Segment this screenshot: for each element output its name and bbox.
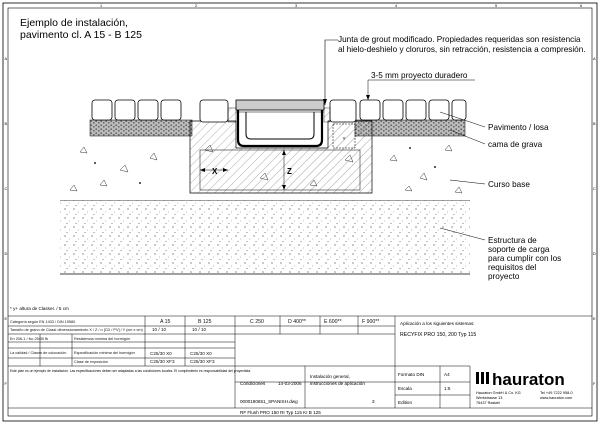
value-a15-exposure: C25/30 XF3 [150,359,175,364]
value-b125-dimension: 10 / 10 [192,327,207,332]
channel-inner [246,112,314,139]
value-b125-concrete: C25/30 X0 [190,351,212,356]
callout-paving: Pavimento / losa [488,123,549,132]
hauraton-logo [476,370,573,405]
grid-letter-c: C [4,187,8,191]
footnote: * y+ altura de ClasseI. / 5 cm [10,306,69,311]
callout-base: Curso base [488,180,530,189]
class-d400: D 400** [288,319,306,325]
doc-number: 0000190651_SPANISH.dwg [240,399,298,404]
value-a15-concrete: C25/30 X0 [150,351,172,356]
grid-letter-a-right: A [593,57,596,61]
callout-support-line5: proyecto [488,272,520,281]
logo-mark-icon [476,372,489,384]
grid-number-3: 3 [295,4,298,8]
callout-support-line2: soporte de carga [488,245,550,254]
concrete-haunch [190,121,372,193]
callout-support-line3: para cumplir con los [488,254,562,263]
grid-number-1: 1 [100,4,103,8]
support-structure [60,200,470,274]
conditions-label: Condiciones [240,381,266,386]
disclaimer: Este plan es un ejemplo de instalación. Las especificaciones deben ser adaptadas a las condiciones locales. El cumplimiento es responsabilidad del proyectista. [10,369,252,373]
grid-letter-b: B [4,122,8,126]
grid-letter-f-right: F [593,382,596,386]
grid-number-5: 5 [495,4,498,8]
applies-value: RECYFIX PRO 150, 200 Typ 115 [400,332,477,338]
channel-grate [236,100,324,110]
grid-letter-a: A [4,57,8,61]
format-value: A4 [444,372,450,377]
description-line1: Instalación general, [310,374,350,379]
drainage-channel [236,100,324,146]
gravel-bed-left [90,120,192,136]
row-category-label: Categoría según EN 1433 / DIN 19580 [10,320,76,324]
dimension-x-label: X [212,167,218,176]
description-line2: instrucciones de aplicación [310,381,365,386]
drawing-title-line1: Ejemplo de instalación, [20,17,128,29]
row-concrete-spec-label: Especificación mínima del hormigón [74,351,135,355]
grid-letter-e: E [4,317,8,321]
grid-letter-e-right: E [593,317,596,321]
applies-label: Aplicación a los siguientes sistemas: [400,321,475,326]
value-b125-exposure: C25/30 XF3 [190,359,215,364]
dimension-z-label: Z [287,167,292,176]
revision: 3 [372,399,375,404]
scale-value: 1:5 [444,386,451,391]
grid-letter-f: F [4,382,7,386]
company-name: hauraton [492,370,565,389]
address-line3: 76437 Rastatt [476,401,500,405]
grid-number-2: 2 [195,4,198,8]
format-label: Formato DIN [398,372,425,377]
address-line1: Hauraton GmbH & Co. KG [476,391,521,395]
callout-grout-line1: Junta de grout modificado. Propiedades requeridas son resistencia [338,35,581,44]
drawing-title-line2: pavimento cl. A 15 - B 125 [20,29,142,41]
grid-letter-b-right: B [593,122,596,126]
row-quality-label: La calidad / Clases de colocación [10,351,67,355]
website: www.hauraton.com [540,396,573,400]
callout-gravel: cama de grava [488,140,543,149]
row-exposure-label: Clase de exposición [74,360,108,364]
pavers-right [330,100,466,122]
date-value: 14-03-2006 [278,381,302,386]
class-a15: A 15 [160,319,171,325]
pavers-left [92,100,228,122]
product-line: RF Flush PRO 150 RI Typ 115 KI B 125 [240,410,321,415]
grid-letter-d-right: D [593,252,596,256]
callout-durable: 3-5 mm proyecto duradero [371,71,468,80]
address-line2: Werkstrasse 13 [476,396,503,400]
class-b125: B 125 [198,319,212,325]
class-f900: F 900** [362,319,380,325]
cross-section [60,100,470,274]
row-dimension-label: Tamaño de grano de ClassI dimensionamiento X / Z / n [CD / PV] / Y (cm x cm) [10,328,143,332]
grid-number-6: 6 [580,4,583,8]
grid-number-4: 4 [395,4,398,8]
class-values [150,327,215,364]
scale-label: Escala [398,386,412,391]
edition-label: Edition [398,400,413,405]
class-e600: E 600** [324,319,342,325]
callout-support-line4: requisitos del [488,263,537,272]
grid-letter-c-right: C [593,187,596,191]
value-a15-dimension: 10 / 10 [152,327,167,332]
class-headers [160,319,379,325]
callout-grout-line2: al hielo-deshielo y cloruros, sin retracción, resistencia a compresión. [338,45,586,54]
grid-letter-d: D [4,252,8,256]
phone: Tel +49 7222 958-0 [540,391,573,395]
callout-support-line1: Estructura de [488,236,537,245]
dimension-y-mark: Y [342,136,346,141]
class-c250: C 250 [250,319,264,325]
row-standard-label: En 206-1 / fcc 25/30 fb [10,337,49,341]
row-strength-label: Resistencia mínima del hormigón [74,337,131,341]
